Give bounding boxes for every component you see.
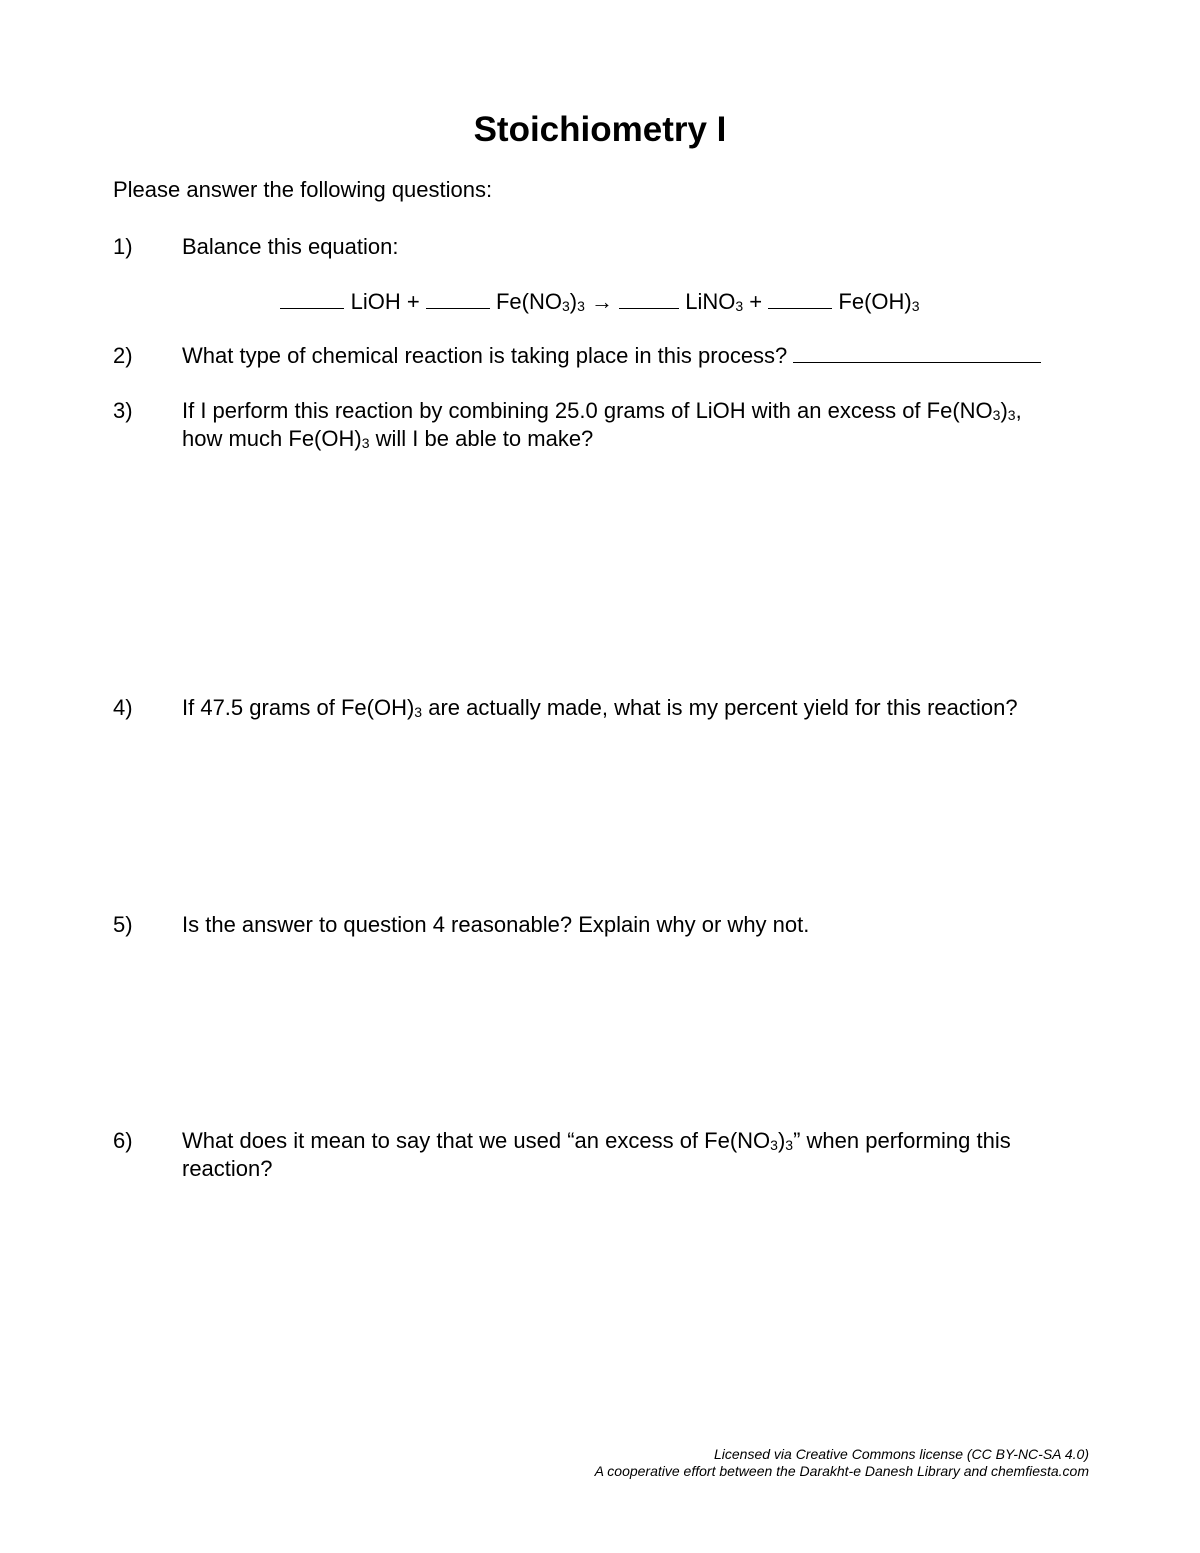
equation-term: LiNO$_3$ (685, 289, 744, 314)
question-number: 5) (113, 912, 133, 937)
question-text: If I perform this reaction by combining 25.0 grams of LiOH with an excess of $Fe(NO_3)_3$, how much $Fe(OH)_3$ will I be able to make? (182, 398, 1022, 451)
equation-term: LiOH + (350, 289, 420, 314)
license-line: Licensed via Creative Commons license (CC BY-NC-SA 4.0) (713, 1446, 1089, 1462)
question-number: 3) (113, 398, 133, 423)
coefficient-blank[interactable] (768, 288, 832, 309)
question-number: 4) (113, 695, 133, 720)
chemical-equation (0, 288, 1200, 316)
question-text: What type of chemical reaction is taking place in this process? (182, 342, 1112, 370)
coefficient-blank[interactable] (426, 288, 490, 309)
question-text: Balance this equation: (182, 234, 399, 259)
page-title: Stoichiometry I (473, 110, 727, 149)
question-text: Is the answer to question 4 reasonable? Explain why or why not. (182, 912, 810, 937)
question-number: 2) (113, 343, 133, 368)
coefficient-blank[interactable] (280, 288, 344, 309)
question-number: 1) (113, 234, 133, 259)
plus-sign: + (749, 289, 763, 314)
coefficient-blank[interactable] (619, 288, 679, 309)
question-number: 6) (113, 1128, 133, 1153)
question-text: If 47.5 grams of $Fe(OH)_3$ are actually made, what is my percent yield for this reaction? (182, 695, 1018, 720)
instructions: Please answer the following questions: (113, 177, 493, 202)
equation-term: $Fe(NO_3)_3$ (495, 289, 585, 314)
license-footer (595, 1446, 1089, 1480)
credits-line: A cooperative effort between the Darakht-e Danesh Library and chemfiesta.com (594, 1463, 1089, 1479)
reaction-arrow: → (590, 289, 613, 314)
answer-blank[interactable] (793, 342, 1041, 363)
equation-term: $Fe(OH)_3$ (838, 289, 920, 314)
question-text: What does it mean to say that we used “an excess of $Fe(NO_3)_3$” when performing this reaction? (182, 1128, 1011, 1181)
